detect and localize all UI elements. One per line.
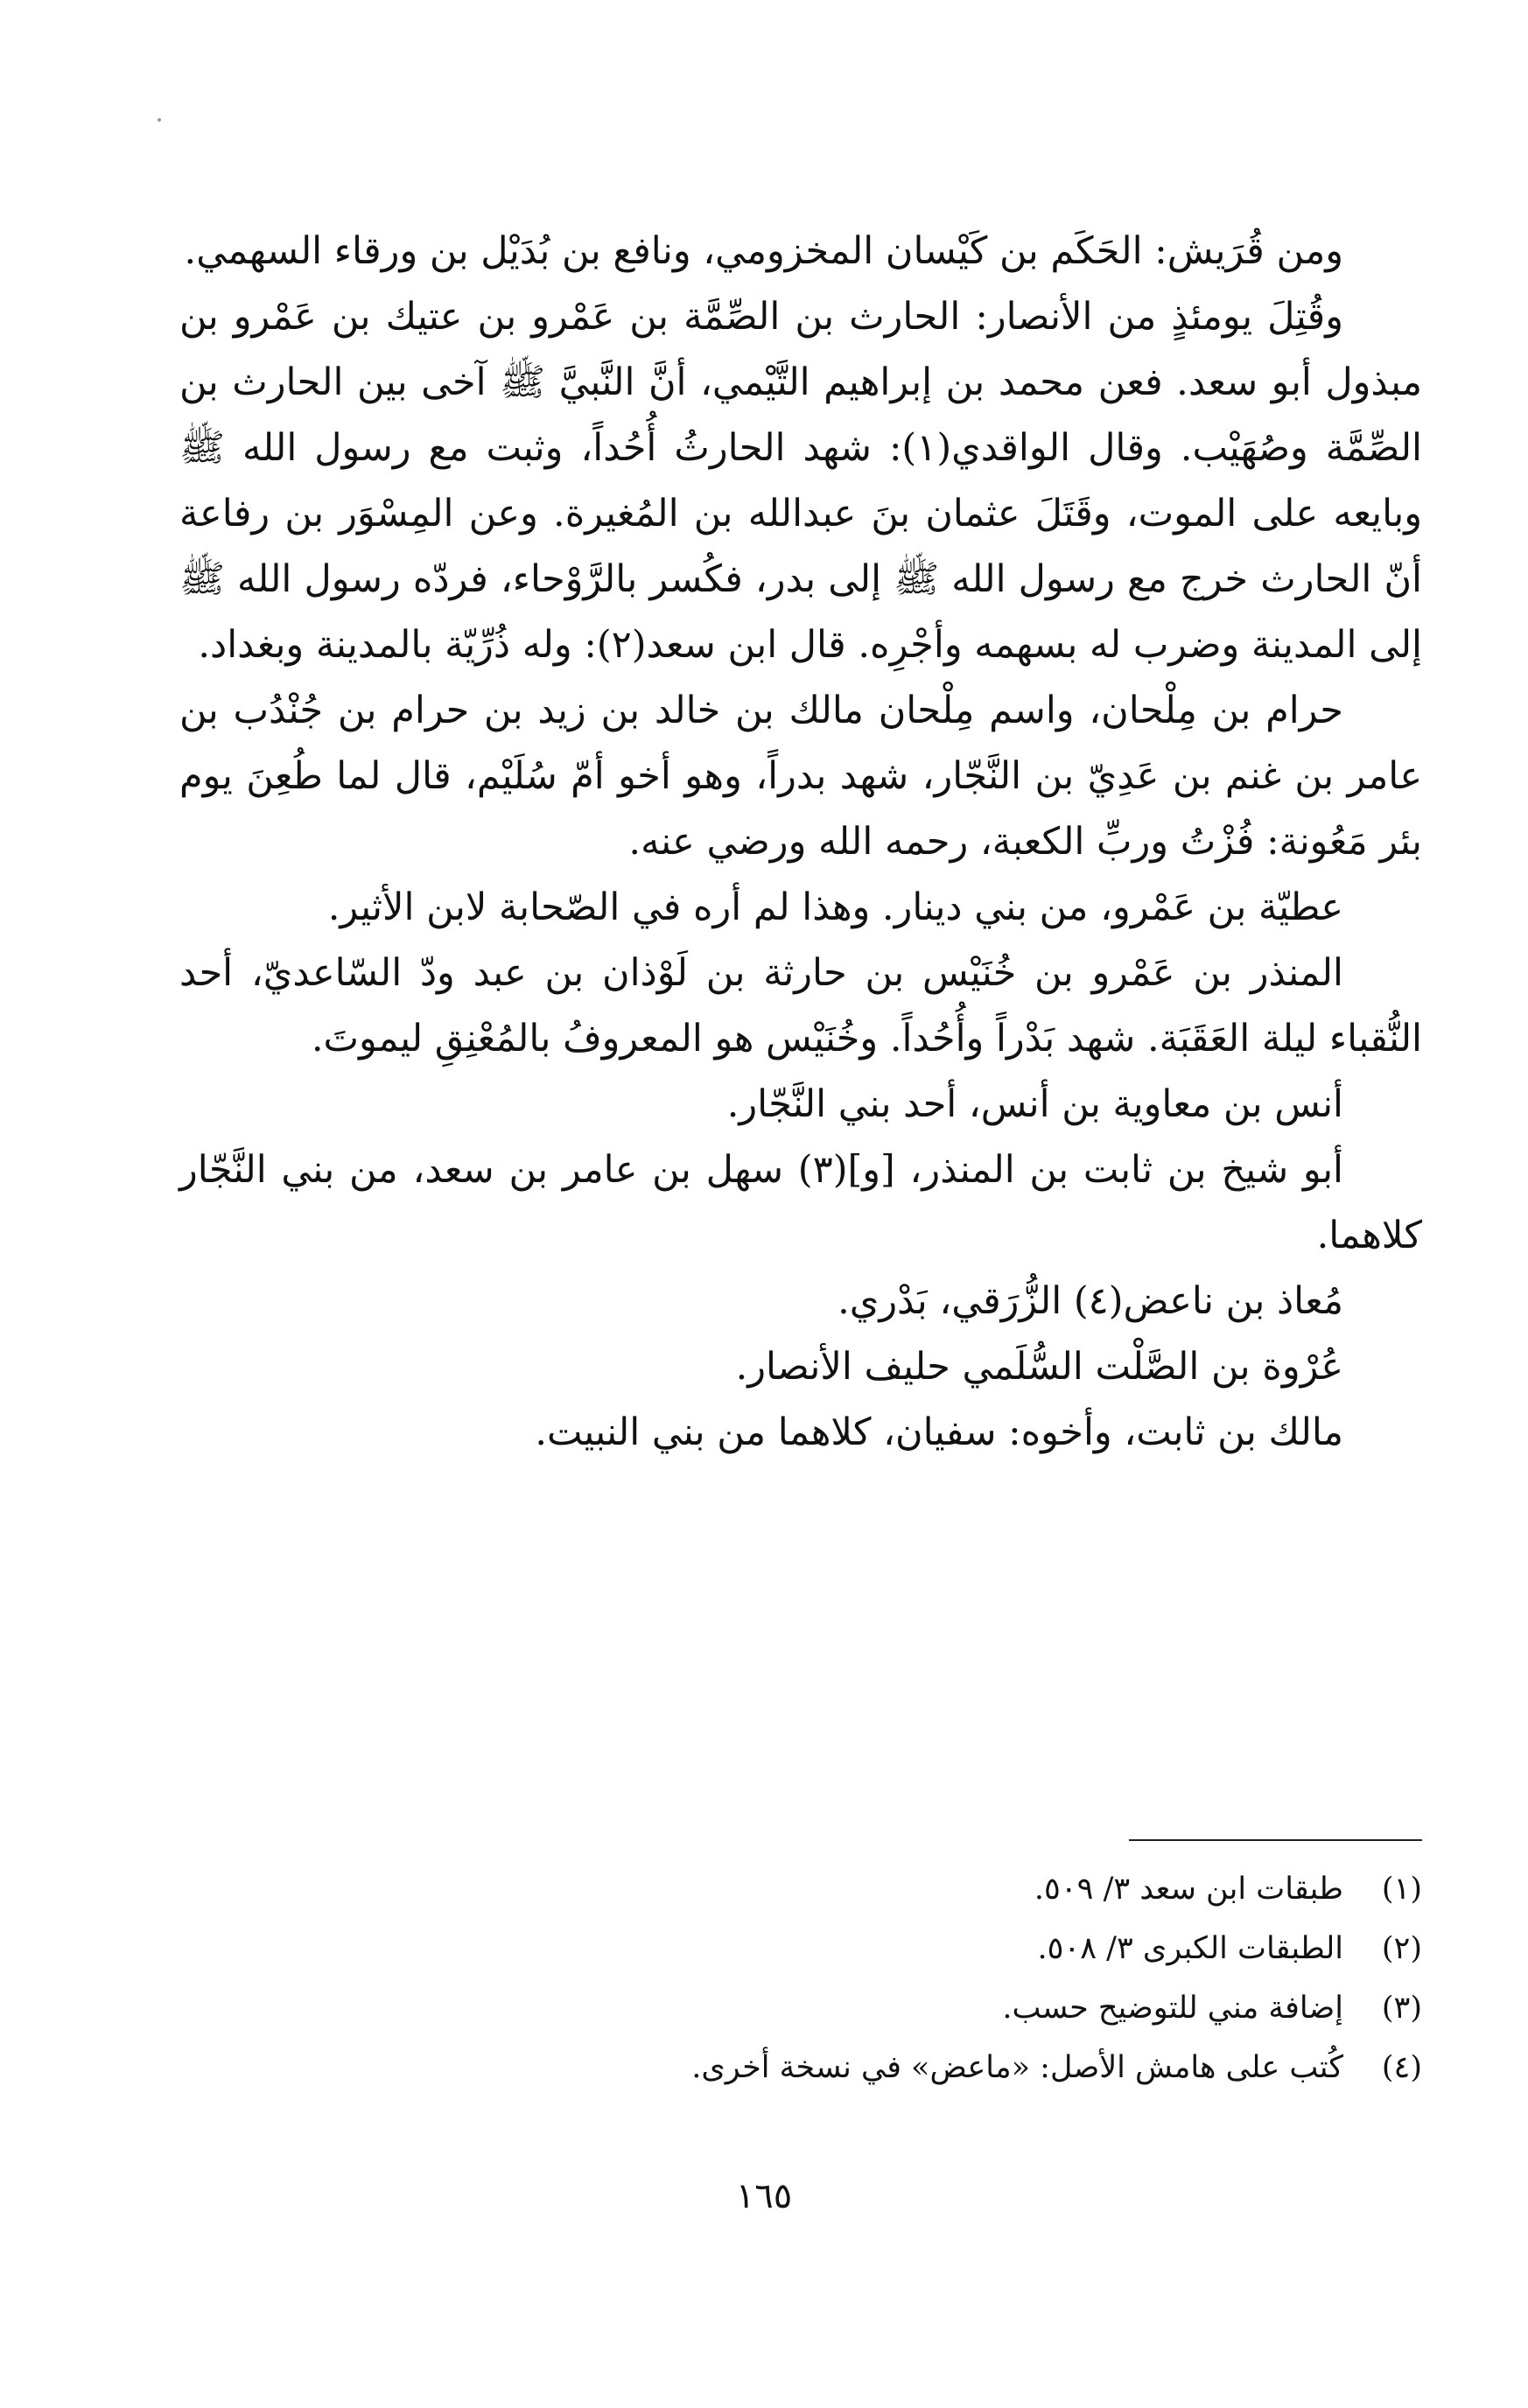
footnote [179, 2038, 1422, 2097]
footnote-text: الطبقات الكبرى ٣/ ٥٠٨. [1037, 1931, 1343, 1966]
paragraph-malik: مالك بن ثابت، وأخوه: سفيان، كلاهما من بني النبيت. [535, 1410, 1343, 1454]
footnote-number: (٤) [1381, 2050, 1422, 2085]
paragraph-muadh: مُعاذ بن ناعض(٤) الزُّرَقي، بَدْري. [838, 1279, 1343, 1323]
paragraph-urwa: عُرْوة بن الصَّلْت السُّلَمي حليف الأنصار. [735, 1345, 1343, 1389]
footnote-number: (٣) [1381, 1991, 1422, 2026]
footnote [179, 1919, 1422, 1978]
footnote [179, 1859, 1422, 1919]
paragraph-atiyya: عطيّة بن عَمْرو، من بني دينار. وهذا لم أره في الصّحابة لابن الأثير. [327, 886, 1343, 929]
footnote [179, 1978, 1422, 2038]
paragraph-harith: وقُتِلَ يومئذٍ من الأنصار: الحارث بن الصِّمَّة بن عَمْرو بن عتيك بن عَمْرو بن مبذول أبو سعد. فعن محمد بن إبراهيم التَّيْمي، أنَّ النَّبيَّ ﷺ آخى بين الحارث بن الصِّمَّة وصُهَيْب. وقال الواقدي(١): شهد الحارثُ أُحُداً، وثبت مع رسول الله ﷺ وبايعه على الموت، وقَتَلَ عثمان بنَ عبدالله بن المُغيرة. وعن المِسْوَر بن رفاعة أنّ الحارث خرج مع رسول الله ﷺ إلى بدر، فكُسر بالرَّوْحاء، فردّه رسول الله ﷺ إلى المدينة وضرب له بسهمه وأجْرِه. قال ابن سعد(٢): وله ذُرِّيّة بالمدينة وبغداد. [179, 295, 1422, 667]
footnote-text: كُتب على هامش الأصل: «ماعض» في نسخة أخرى. [691, 2050, 1343, 2085]
main-text [179, 219, 1422, 1466]
footnote-text: إضافة مني للتوضيح حسب. [1002, 1991, 1343, 2026]
page-number: ١٦٥ [735, 2176, 793, 2216]
footnotes [179, 1859, 1422, 2097]
paragraph-anas: أنس بن معاوية بن أنس، أحد بني النَّجّار. [726, 1082, 1343, 1126]
paragraph-quraysh: ومن قُرَيش: الحَكَم بن كَيْسان المخزومي، ونافع بن بُدَيْل بن ورقاء السهمي. [184, 229, 1343, 273]
footnote-number: (١) [1381, 1872, 1422, 1907]
paragraph-haram: حرام بن مِلْحان، واسم مِلْحان مالك بن خالد بن زيد بن حرام بن جُنْدُب بن عامر بن غنم بن عَدِيّ بن النَّجّار، شهد بدراً، وهو أخو أمّ سُلَيْم، قال لما طُعِنَ يوم بئر مَعُونة: فُزْتُ وربِّ الكعبة، رحمه الله ورضي عنه. [179, 689, 1422, 864]
footnote-text: طبقات ابن سعد ٣/ ٥٠٩. [1034, 1872, 1343, 1907]
footnote-number: (٢) [1381, 1931, 1422, 1966]
paragraph-mundhir: المنذر بن عَمْرو بن خُنَيْس بن حارثة بن لَوْذان بن عبد ودّ السّاعديّ، أحد النُّقباء ليلة العَقَبَة. شهد بَدْراً وأُحُداً. وخُنَيْس هو المعروفُ بالمُعْنِقِ ليموتَ. [179, 951, 1422, 1060]
scan-speck [158, 118, 161, 122]
footnote-divider [1129, 1839, 1422, 1841]
paragraph-abu-shaykh: أبو شيخ بن ثابت بن المنذر، [و](٣) سهل بن عامر بن سعد، من بني النَّجّار كلاهما. [179, 1148, 1422, 1257]
